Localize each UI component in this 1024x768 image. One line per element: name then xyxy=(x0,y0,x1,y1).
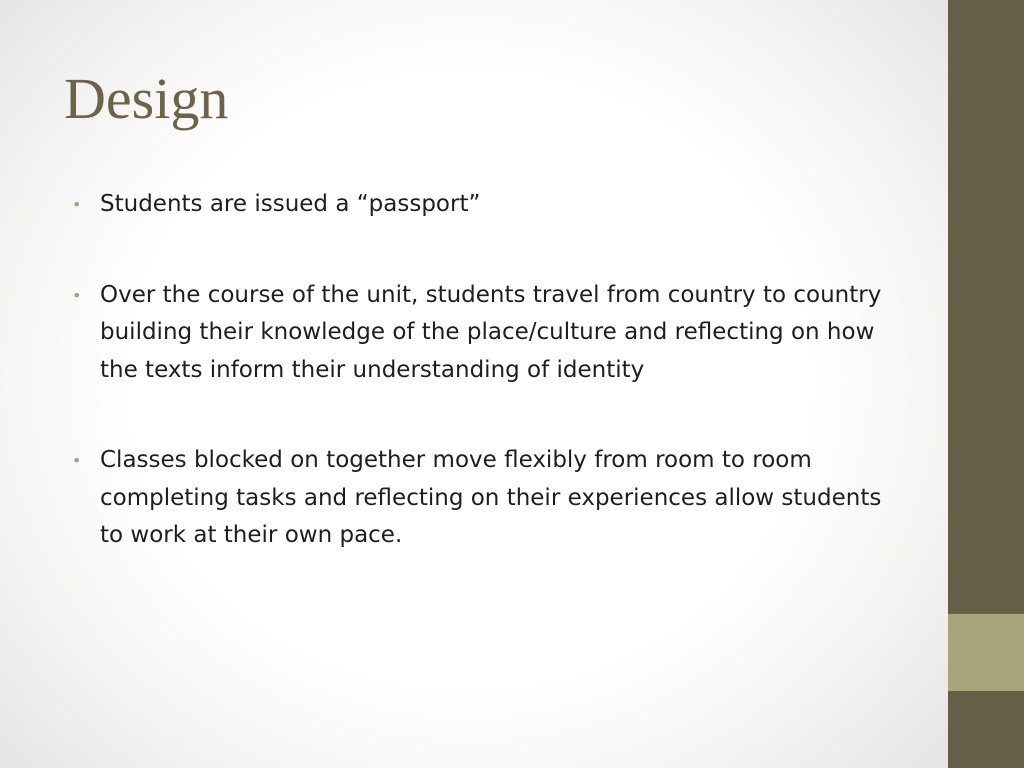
bullet-marker-icon: • xyxy=(72,195,82,214)
bullet-text: Students are issued a “passport” xyxy=(100,191,481,217)
slide-title: Design xyxy=(64,66,229,131)
bullet-text: Classes blocked on together move flexibly from room to room completing tasks and reflecting on their experiences allow students to work at their own pace. xyxy=(100,447,882,548)
bullet-list xyxy=(72,186,892,608)
bullet-item xyxy=(72,442,892,555)
bullet-text: Over the course of the unit, students travel from country to country building their knowledge of the place/culture and reflecting on how the texts inform their understanding of identity xyxy=(100,281,882,383)
bullet-item xyxy=(72,277,892,390)
sidebar-accent-block xyxy=(948,614,1024,691)
bullet-marker-icon: • xyxy=(72,285,82,305)
bullet-marker-icon: • xyxy=(72,451,82,470)
bullet-item xyxy=(72,186,892,224)
